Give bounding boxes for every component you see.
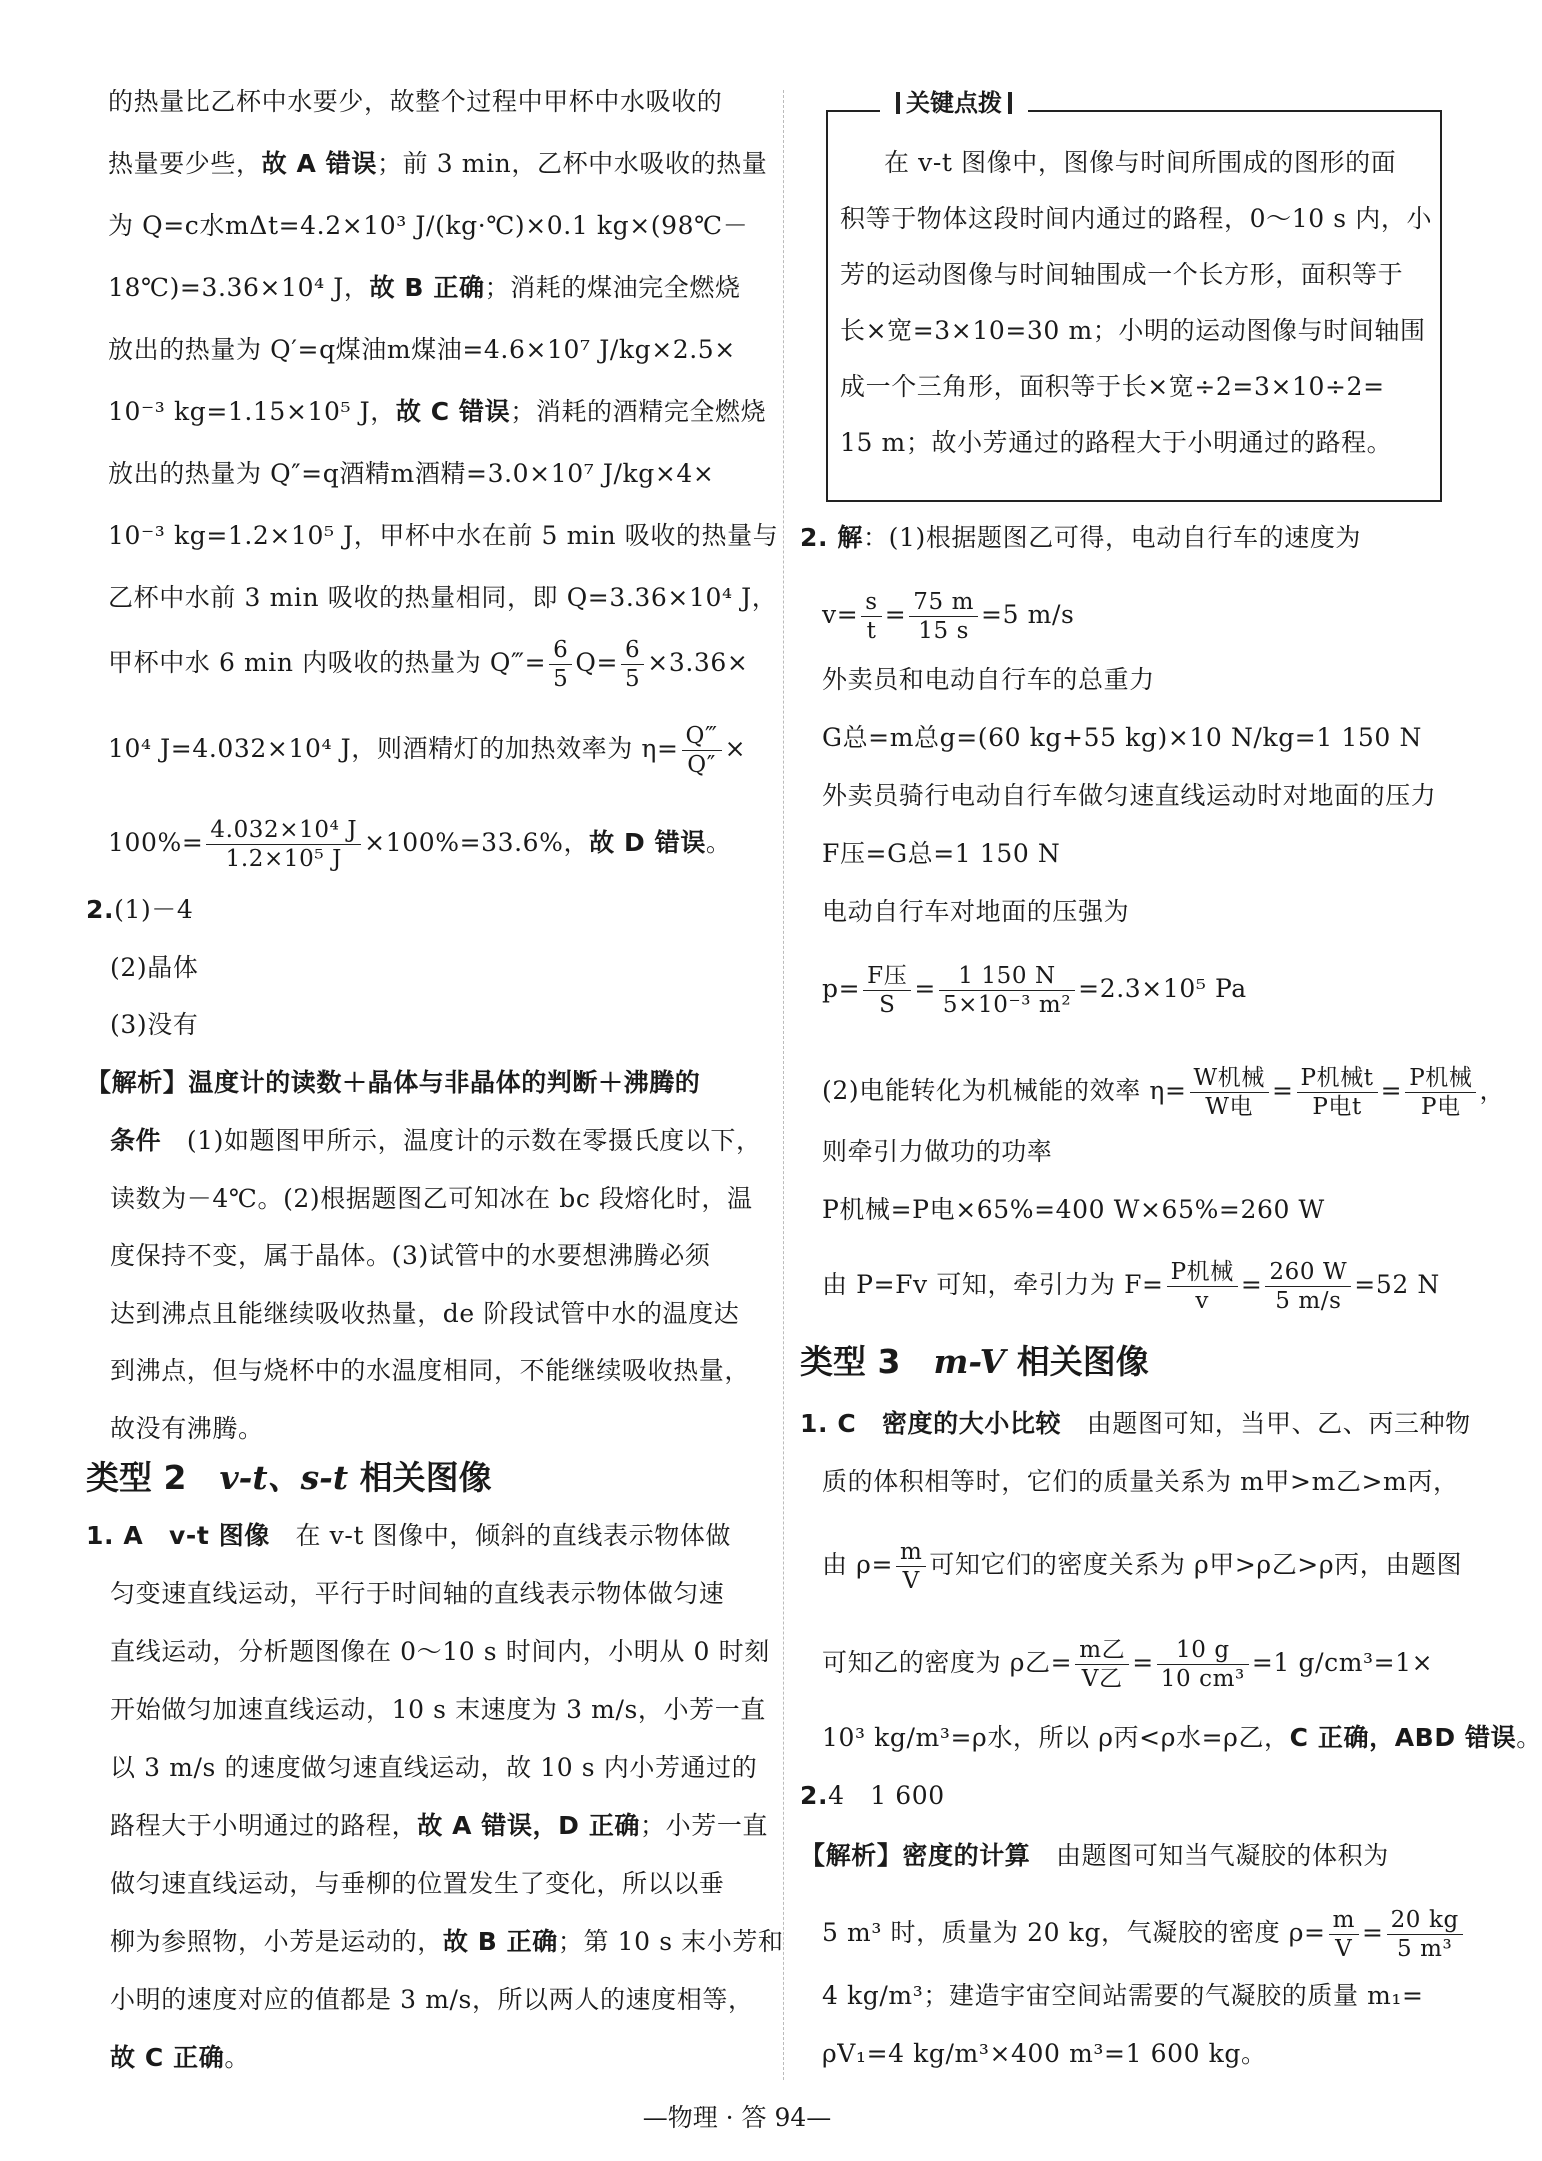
text-line: 放出的热量为 Q″=q酒精m酒精=3.0×10⁷ J/kg×4× <box>108 459 715 488</box>
analysis-label: 【解析】温度计的读数＋晶体与非晶体的判断＋沸腾的 <box>86 1068 701 1097</box>
text-line: 2. 解：(1)根据题图乙可得，电动自行车的速度为 <box>800 523 1362 552</box>
text-line: G总=m总g=(60 kg+55 kg)×10 N/kg=1 150 N <box>822 723 1422 752</box>
fraction: $\frac{\text{4.032×10⁴ J}}{\text{1.2×10⁵ J}}$ <box>206 816 361 873</box>
text-line: P机械=P电×65%=400 W×65%=260 W <box>822 1195 1325 1224</box>
text-line: 则牵引力做功的功率 <box>822 1137 1053 1166</box>
text-line: ρV₁=4 kg/m³×400 m³=1 600 kg。 <box>822 2039 1267 2068</box>
text-line: 度保持不变，属于晶体。(3)试管中的水要想沸腾必须 <box>110 1241 711 1270</box>
text-line: 放出的热量为 Q′=q煤油m煤油=4.6×10⁷ J/kg×2.5× <box>108 335 736 364</box>
text-line: 热量要少些，故 A 错误；前 3 min，乙杯中水吸收的热量 <box>108 149 768 178</box>
text-line: 由 P=Fv 可知，牵引力为 F= $\frac{\text{P机械}}{v}$ = $\frac{260 W}{5 m/s}$ =52 N <box>822 1259 1440 1314</box>
text-line: 10⁻³ kg=1.2×10⁵ J，甲杯中水在前 5 min 吸收的热量与 <box>108 521 779 550</box>
fraction: $\frac{6}{5}$ <box>549 636 572 693</box>
text-line: 柳为参照物，小芳是运动的，故 B 正确；第 10 s 末小芳和 <box>110 1927 784 1956</box>
text-line: 4 kg/m³；建造宇宙空间站需要的气凝胶的质量 m₁= <box>822 1981 1424 2010</box>
fraction: $\frac{Q‴}{Q''}$ <box>682 722 722 779</box>
text-line: 的热量比乙杯中水要少，故整个过程中甲杯中水吸收的 <box>108 87 723 116</box>
text-line: 100%= $\frac{\text{4.032×10⁴ J}}{\text{1.2×10⁵ J}}$ ×100%=33.6%，故 D 错误。 <box>108 817 732 872</box>
text-line: (2)电能转化为机械能的效率 η= $\frac{\text{W机械}}{\text{W电}}$ = $\frac{\text{P机械t}}{\text{P电t}}$ = $\frac{\text{P机械}}{\text{P电}}$ ， <box>822 1065 1506 1120</box>
text-line: 2.4 1 600 <box>800 1781 945 1810</box>
text-line: 小明的速度对应的值都是 3 m/s，所以两人的速度相等， <box>110 1985 754 2014</box>
text-line: 条件 (1)如题图甲所示，温度计的示数在零摄氏度以下， <box>110 1126 762 1155</box>
text-line: 可知乙的密度为 ρ乙= $\frac{\text{m乙}}{\text{V乙}}$ = $\frac{10 g}{\text{10 cm³}}$ =1 g/cm³=1× <box>822 1637 1434 1692</box>
text-line: 故没有沸腾。 <box>110 1414 264 1443</box>
text-line: F压=G总=1 150 N <box>822 839 1061 868</box>
text-line: 外卖员和电动自行车的总重力 <box>822 665 1155 694</box>
text-line: 读数为－4℃。(2)根据题图乙可知冰在 bc 段熔化时，温 <box>110 1184 753 1213</box>
text-line: 到沸点，但与烧杯中的水温度相同，不能继续吸收热量， <box>110 1356 751 1385</box>
text-line: 18℃)=3.36×10⁴ J，故 B 正确；消耗的煤油完全燃烧 <box>108 273 741 302</box>
text-line: 长×宽=3×10=30 m；小明的运动图像与时间轴围 <box>840 316 1426 345</box>
text-line: 1. C 密度的大小比较 由题图可知，当甲、乙、丙三种物 <box>800 1409 1471 1438</box>
fraction: $\frac{6}{5}$ <box>621 636 644 693</box>
q2-answer-2: (2)晶体 <box>110 953 199 982</box>
text-line: p= $\frac{\text{F压}}{S}$ = $\frac{1 150 N}{\text{5×10⁻³ m²}}$ =2.3×10⁵ Pa <box>822 963 1247 1018</box>
text-line: 芳的运动图像与时间轴围成一个长方形，面积等于 <box>840 260 1404 289</box>
text-line: 【解析】密度的计算 由题图可知当气凝胶的体积为 <box>800 1841 1389 1870</box>
q2-answer-3: (3)没有 <box>110 1010 199 1039</box>
text-line: 达到沸点且能继续吸收热量，de 阶段试管中水的温度达 <box>110 1299 740 1328</box>
text-line: 电动自行车对地面的压强为 <box>822 897 1130 926</box>
text-line: v= $\frac{s}{t}$ = $\frac{75 m}{15 s}$ =5 m/s <box>822 589 1075 644</box>
text-line: 积等于物体这段时间内通过的路程，0～10 s 内，小 <box>840 204 1433 233</box>
text-line: 在 v-t 图像中，图像与时间所围成的图形的面 <box>884 148 1397 177</box>
text-line: 做匀速直线运动，与垂柳的位置发生了变化，所以以垂 <box>110 1869 725 1898</box>
text-line: 10⁴ J=4.032×10⁴ J，则酒精灯的加热效率为 η= $\frac{Q‴}{Q''}$ × <box>108 723 747 778</box>
text-line: 为 Q=c水mΔt=4.2×10³ J/(kg·℃)×0.1 kg×(98℃－ <box>108 211 749 240</box>
section-heading: 类型 3 m-V 相关图像 <box>800 1342 1149 1381</box>
section-heading: 类型 2 v-t、s-t 相关图像 <box>86 1458 492 1497</box>
text-line: 开始做匀加速直线运动，10 s 末速度为 3 m/s，小芳一直 <box>110 1695 766 1724</box>
text-line: 甲杯中水 6 min 内吸收的热量为 Q‴= $\frac{6}{5}$ Q= $\frac{6}{5}$ ×3.36× <box>108 637 749 692</box>
key-point-title: 关键点拨 <box>880 86 1028 120</box>
text-line: 10³ kg/m³=ρ水，所以 ρ丙<ρ水=ρ乙，C 正确，ABD 错误。 <box>822 1723 1542 1752</box>
text-line: 10⁻³ kg=1.15×10⁵ J，故 C 错误；消耗的酒精完全燃烧 <box>108 397 767 426</box>
q2-answer-1: 2.(1)－4 <box>86 895 194 924</box>
text-line: 以 3 m/s 的速度做匀速直线运动，故 10 s 内小芳通过的 <box>110 1753 758 1782</box>
text-line: 匀变速直线运动，平行于时间轴的直线表示物体做匀速 <box>110 1579 725 1608</box>
text-line: 5 m³ 时，质量为 20 kg，气凝胶的密度 ρ= $\frac{m}{V}$ = $\frac{20 kg}{\text{5 m³}}$ <box>822 1906 1466 1963</box>
text-line: 1. A v-t 图像 在 v-t 图像中，倾斜的直线表示物体做 <box>86 1521 732 1550</box>
text-line: 15 m；故小芳通过的路程大于小明通过的路程。 <box>840 428 1393 457</box>
text-line: 乙杯中水前 3 min 吸收的热量相同，即 Q=3.36×10⁴ J， <box>108 583 778 612</box>
text-line: 质的体积相等时，它们的质量关系为 m甲>m乙>m丙， <box>822 1467 1459 1496</box>
text-line: 由 ρ= $\frac{m}{V}$ 可知它们的密度关系为 ρ甲>ρ乙>ρ丙，由题图 <box>822 1539 1463 1594</box>
text-line: 路程大于小明通过的路程，故 A 错误，D 正确；小芳一直 <box>110 1811 769 1840</box>
text-line: 直线运动，分析题图像在 0～10 s 时间内，小明从 0 时刻 <box>110 1637 770 1666</box>
text-line: 外卖员骑行电动自行车做匀速直线运动时对地面的压力 <box>822 781 1437 810</box>
column-divider <box>783 90 785 2080</box>
text-line: 故 C 正确。 <box>110 2043 250 2072</box>
text-line: 成一个三角形，面积等于长×宽÷2=3×10÷2= <box>840 372 1385 401</box>
page-footer: —物理 · 答 94— <box>642 2103 832 2132</box>
